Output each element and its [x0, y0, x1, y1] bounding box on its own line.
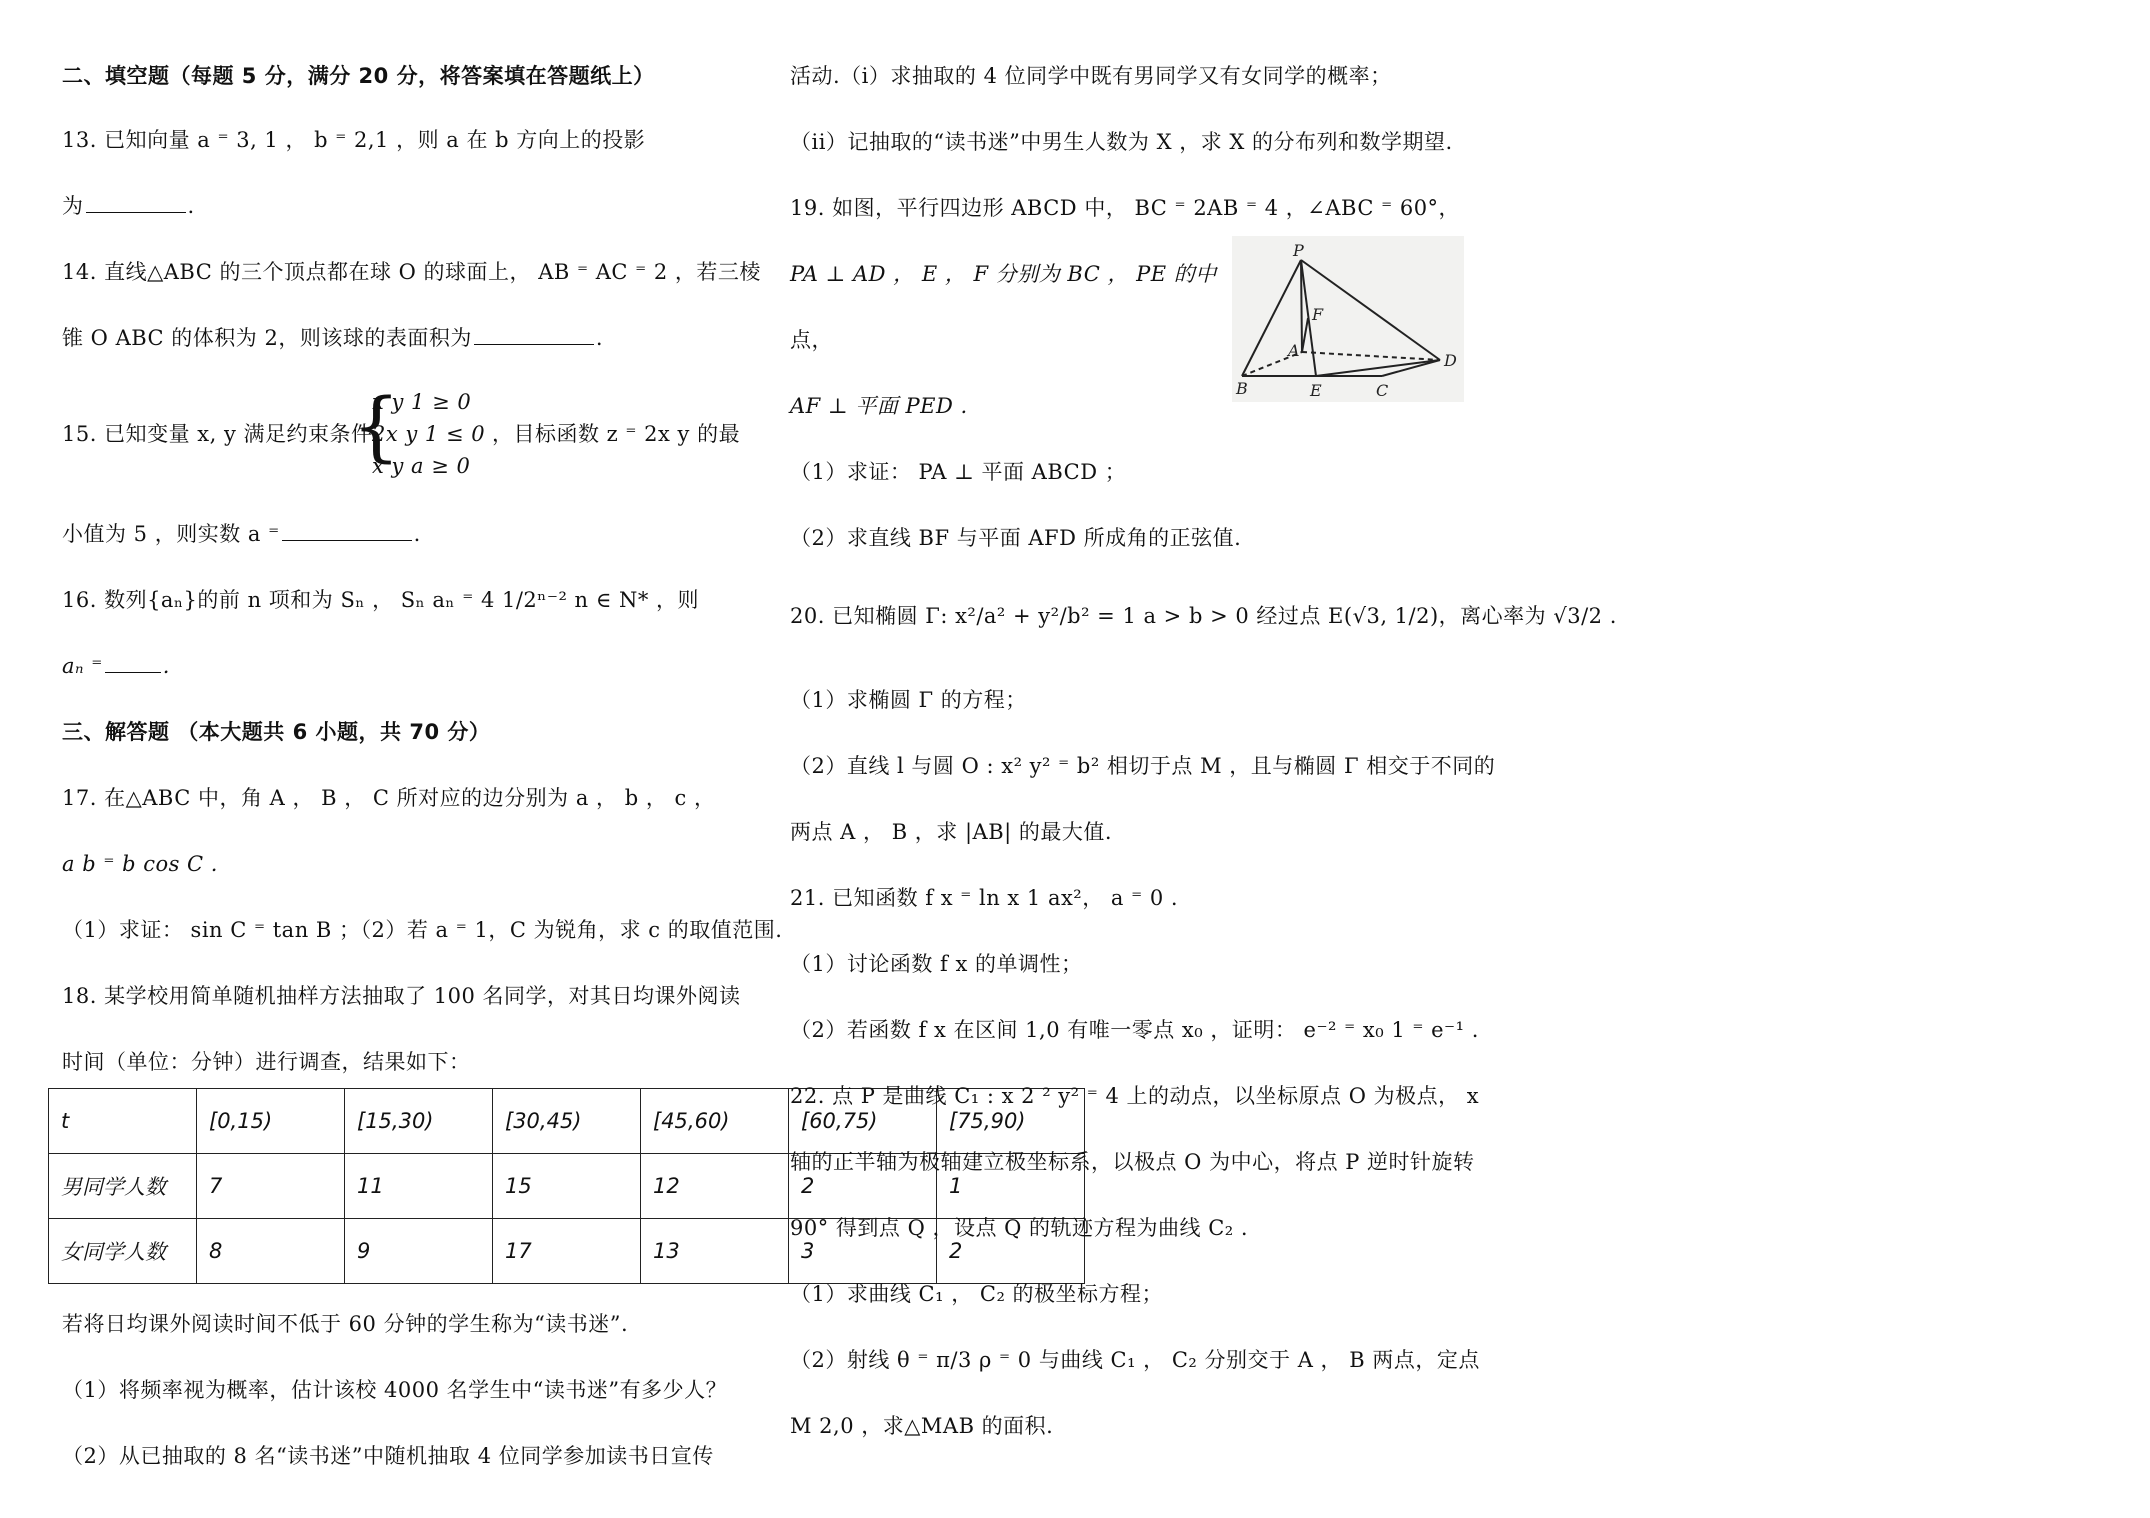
q18-line1: 18. 某学校用简单随机抽样方法抽取了 100 名同学，对其日均课外阅读 [62, 984, 741, 1008]
table-cell: [45,60) [641, 1089, 789, 1154]
table-cell: 男同学人数 [49, 1154, 197, 1219]
q22-line1: 22. 点 P 是曲线 C₁ : x 2 ² y² ⁼ 4 上的动点，以坐标原点 O 为极点， x [790, 1084, 1480, 1108]
q15-system-row2: 2x y 1 ≤ 0 [372, 422, 486, 446]
q15-line1b: ，目标函数 z ⁼ 2x y 的最 [492, 422, 741, 446]
q22-part2b: M 2,0 ，求△MAB 的面积. [790, 1414, 1054, 1438]
q21-part1: （1）讨论函数 f x 的单调性； [790, 952, 1083, 976]
q14-line2: 锥 O ABC 的体积为 2，则该球的表面积为 . [62, 326, 604, 350]
label-c: C [1376, 381, 1389, 400]
q17-line2: a b ⁼ b cos C . [62, 852, 218, 876]
q18-after1: 若将日均课外阅读时间不低于 60 分钟的学生称为“读书迷”. [62, 1312, 629, 1336]
label-e: E [1310, 381, 1322, 400]
table-cell: 2 [937, 1219, 1085, 1284]
table-cell: [60,75) [789, 1089, 937, 1154]
q22-line3: 90° 得到点 Q ，设点 Q 的轨迹方程为曲线 C₂ . [790, 1216, 1249, 1240]
q18-after2: （1）将频率视为概率，估计该校 4000 名学生中“读书迷”有多少人？ [62, 1378, 728, 1402]
q18-cont2: （ii）记抽取的“读书迷”中男生人数为 X ，求 X 的分布列和数学期望. [790, 130, 1453, 154]
q15-line1a: 15. 已知变量 x, y 满足约束条件 [62, 422, 373, 446]
q15-line2: 小值为 5 ，则实数 a ⁼ . [62, 522, 421, 546]
table-cell: [30,45) [493, 1089, 641, 1154]
q13-line2-text: 为 [62, 194, 84, 218]
table-cell: 9 [345, 1219, 493, 1284]
q22-part1: （1）求曲线 C₁ ， C₂ 的极坐标方程； [790, 1282, 1164, 1306]
table-cell: 17 [493, 1219, 641, 1284]
table-cell: [15,30) [345, 1089, 493, 1154]
pyramid-figure [1232, 236, 1464, 402]
edge-cd [1382, 360, 1440, 376]
q17-line3: （1）求证： sin C ⁼ tan B ；（2）若 a ⁼ 1，C 为锐角，求 c 的取值范围. [62, 918, 783, 942]
q18-line2: 时间（单位：分钟）进行调查，结果如下： [62, 1050, 471, 1074]
table-cell: 2 [789, 1154, 937, 1219]
table-cell: 11 [345, 1154, 493, 1219]
section3-heading: 三、解答题 （本大题共 6 小题，共 70 分） [62, 720, 491, 744]
label-a: A [1288, 341, 1300, 360]
q21-line1: 21. 已知函数 f x ⁼ ln x 1 ax²， a ⁼ 0 . [790, 886, 1179, 910]
q15-line2-text: 小值为 5 ，则实数 a ⁼ [62, 522, 280, 546]
system-brace: { [352, 381, 401, 470]
edge-ad [1302, 352, 1440, 360]
q16-line2-text: aₙ ⁼ [62, 654, 103, 678]
q18-cont1: 活动.（i）求抽取的 4 位同学中既有男同学又有女同学的概率； [790, 64, 1392, 88]
q16-line2: aₙ ⁼ . [62, 654, 170, 678]
q15-system-row1: x y 1 ≥ 0 [372, 390, 472, 414]
q14-line1: 14. 直线△ABC 的三个顶点都在球 O 的球面上， AB ⁼ AC ⁼ 2 ，若三棱 [62, 260, 761, 284]
q19-line4: AF ⊥ 平面 PED . [790, 394, 968, 418]
q19-part1: （1）求证： PA ⊥ 平面 ABCD ； [790, 460, 1127, 484]
table-cell: t [49, 1089, 197, 1154]
q13-line2: 为 . [62, 194, 195, 218]
label-p: P [1293, 241, 1304, 260]
q19-line2: PA ⊥ AD ， E ， F 分别为 BC ， PE 的中 [790, 262, 1217, 286]
table-cell: [0,15) [197, 1089, 345, 1154]
label-d: D [1444, 351, 1457, 370]
q17-line1: 17. 在△ABC 中，角 A ， B ， C 所对应的边分别为 a ， b ， c ， [62, 786, 716, 810]
answer-blank [86, 194, 186, 213]
table-cell: 15 [493, 1154, 641, 1219]
q19-line3: 点， [790, 328, 833, 352]
q13-line1: 13. 已知向量 a ⁼ 3, 1 ， b ⁼ 2,1 ，则 a 在 b 方向上的投影 [62, 128, 646, 152]
table-cell: 女同学人数 [49, 1219, 197, 1284]
q20-part1: （1）求椭圆 Γ 的方程； [790, 688, 1027, 712]
answer-blank [282, 522, 412, 541]
table-cell: 13 [641, 1219, 789, 1284]
section2-heading: 二、填空题（每题 5 分，满分 20 分，将答案填在答题纸上） [62, 64, 655, 88]
q15-system-row3: x y a ≥ 0 [372, 454, 471, 478]
table-cell: 12 [641, 1154, 789, 1219]
answer-blank [105, 654, 161, 673]
reading-time-table [48, 1088, 1085, 1284]
q20-part2a: （2）直线 l 与圆 O : x² y² ⁼ b² 相切于点 M ，且与椭圆 Γ 相交于不同的 [790, 754, 1496, 778]
edge-af [1302, 318, 1308, 352]
table-cell: 7 [197, 1154, 345, 1219]
q14-line2-text: 锥 O ABC 的体积为 2，则该球的表面积为 [62, 326, 472, 350]
q20-part2b: 两点 A ， B ，求 |AB| 的最大值. [790, 820, 1113, 844]
q21-part2: （2）若函数 f x 在区间 1,0 有唯一零点 x₀ ，证明： e⁻² ⁼ x₀ 1 ⁼ e⁻¹ . [790, 1018, 1479, 1042]
q20-line1: 20. 已知椭圆 Γ: x²/a² + y²/b² = 1 a > b > 0 经过点 E(√3, 1/2)，离心率为 √3/2 . [790, 604, 1617, 628]
label-f: F [1312, 305, 1324, 324]
label-b: B [1236, 379, 1248, 398]
q22-part2a: （2）射线 θ ⁼ π/3 ρ ⁼ 0 与曲线 C₁ ， C₂ 分别交于 A ， B 两点，定点 [790, 1348, 1480, 1372]
pyramid-diagram [1232, 236, 1464, 402]
q16-line1: 16. 数列{aₙ}的前 n 项和为 Sₙ ， Sₙ aₙ ⁼ 4 1/2ⁿ⁻² n ∈ N* ，则 [62, 588, 700, 612]
table-cell: [75,90) [937, 1089, 1085, 1154]
q22-line2: 轴的正半轴为极轴建立极坐标系，以极点 O 为中心，将点 P 逆时针旋转 [790, 1150, 1475, 1174]
edge-ed [1316, 360, 1440, 376]
table-cell: 8 [197, 1219, 345, 1284]
table-cell: 1 [937, 1154, 1085, 1219]
q19-part2: （2）求直线 BF 与平面 AFD 所成角的正弦值. [790, 526, 1242, 550]
q18-after3: （2）从已抽取的 8 名“读书迷”中随机抽取 4 位同学参加读书日宣传 [62, 1444, 714, 1468]
table-cell: 3 [789, 1219, 937, 1284]
q19-line1: 19. 如图，平行四边形 ABCD 中， BC ⁼ 2AB ⁼ 4 ，∠ABC ⁼ 60°， [790, 196, 1461, 220]
answer-blank [474, 326, 594, 345]
